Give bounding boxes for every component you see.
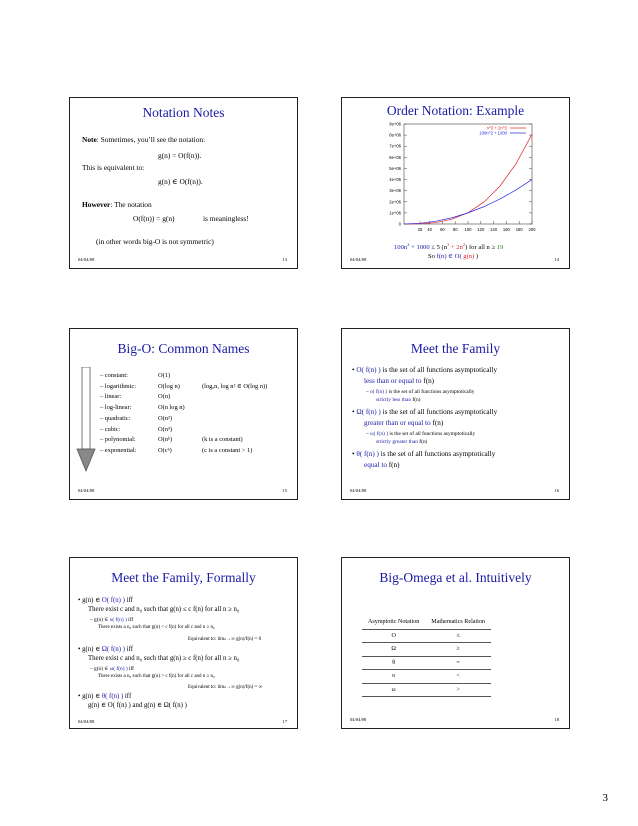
complexity-name: – linear: <box>100 393 122 401</box>
complexity-name: – logarithmic: <box>100 382 137 390</box>
slide-14 <box>341 97 570 269</box>
x-tick-label: 140 <box>490 227 498 232</box>
slide-number: 18 <box>554 717 559 722</box>
table-row <box>362 670 491 684</box>
slide-15 <box>69 328 298 500</box>
x-tick-label: 60 <box>440 227 445 232</box>
slide-date: 04/04/08 <box>78 488 95 493</box>
formal-little-o-limit: Equivalent to: limₙ→∞ g(n)/f(n) = 0 <box>188 637 262 642</box>
formal-big-o-def: There exist c and n₀ such that g(n) ≤ c f(n) for all n ≥ n₀ <box>88 606 240 613</box>
plot-frame <box>404 124 532 224</box>
slide-title: Big-Omega et al. Intuitively <box>379 570 532 585</box>
bullet-theta-cont: equal to f(n) <box>364 461 400 469</box>
complexity-order: O(n) <box>158 393 171 401</box>
slide-number: 16 <box>554 488 559 493</box>
x-tick-label: 40 <box>427 227 432 232</box>
relation-cell: < <box>425 670 491 684</box>
equation-1: g(n) = O(f(n)). <box>158 151 202 160</box>
formal-theta-def: g(n) ∈ O( f(n) ) and g(n) ∈ Ω( f(n) ) <box>88 702 187 709</box>
slide-number: 17 <box>282 719 287 724</box>
order-chart <box>342 120 570 250</box>
y-tick-label: 3e+06 <box>389 188 401 194</box>
bullet-big-o-cont: less than or equal to f(n) <box>364 377 435 385</box>
slide-number: 14 <box>554 257 559 262</box>
legend-label: n^3 + 2n^2 <box>486 125 507 131</box>
bullet-omega-cont: greater than or equal to f(n) <box>364 419 444 427</box>
table-row <box>362 656 491 670</box>
relation-cell: > <box>425 683 491 697</box>
notation-cell: ω <box>362 683 425 697</box>
complexity-name: – quadratic: <box>100 414 131 422</box>
slide-date: 04/04/08 <box>350 717 367 722</box>
page-number: 3 <box>602 792 608 804</box>
formal-theta: • g(n) ∈ θ( f(n) ) iff <box>78 693 132 700</box>
slide-title: Order Notation: Example <box>386 103 525 118</box>
complexity-name: – cubic: <box>100 425 121 433</box>
sub-little-o: – o( f(n) ) is the set of all functions asymptotically <box>366 389 475 395</box>
formal-little-omega-def: There exists a n₀ such that g(n) > c f(n) for all c and n ≥ n₀ <box>98 674 215 679</box>
y-tick-label: 1e+06 <box>389 210 401 216</box>
y-tick-label: 4e+06 <box>389 177 401 183</box>
y-tick-label: 8e+06 <box>389 132 401 138</box>
conclusion-line: So f(n) ∈ O( g(n) ) <box>428 253 479 260</box>
relation-cell: = <box>425 656 491 670</box>
complexity-order: O(cⁿ) <box>158 446 172 454</box>
slide-16 <box>341 328 570 500</box>
complexity-name: – constant: <box>100 372 128 379</box>
formal-big-o: • g(n) ∈ O( f(n) ) iff <box>78 597 133 604</box>
y-tick-label: 7e+06 <box>389 143 401 149</box>
series-line <box>404 134 532 224</box>
table-row <box>362 643 491 657</box>
y-tick-label: 9e+06 <box>389 121 401 127</box>
slide-title: Meet the Family <box>410 341 501 356</box>
complexity-note: (k is a constant) <box>202 436 243 444</box>
meaningless-text: is meaningless! <box>203 214 249 223</box>
complexity-name: – polynomial: <box>100 436 136 444</box>
sub-little-omega: – ω( f(n) ) is the set of all functions asymptotically <box>366 431 476 437</box>
slide-number: 13 <box>282 257 287 262</box>
notation-cell: Ω <box>362 643 425 657</box>
notation-cell: o <box>362 670 425 684</box>
complexity-note: (c is a constant > 1) <box>202 446 253 454</box>
x-tick-label: 180 <box>515 227 523 232</box>
column-header: Asymptotic Notation <box>368 619 420 626</box>
slide-number: 15 <box>282 488 287 493</box>
x-tick-label: 160 <box>502 227 510 232</box>
formal-omega-def: There exist c and n₀ such that g(n) ≥ c f(n) for all n ≥ n₀ <box>88 655 240 662</box>
notation-cell: O <box>362 629 425 643</box>
relation-table <box>362 616 491 697</box>
complexity-name: – exponential: <box>100 446 137 454</box>
bullet-theta: • θ( f(n) ) is the set of all functions asymptotically <box>352 450 496 458</box>
however-line: However: The notation <box>82 200 152 209</box>
slide-title: Meet the Family, Formally <box>111 570 256 585</box>
formal-little-o: – g(n) ∈ o( f(n) ) iff <box>90 617 134 623</box>
table-row <box>362 683 491 697</box>
complexity-order: O(log n) <box>158 382 180 390</box>
x-tick-label: 80 <box>452 227 458 232</box>
x-tick-label: 25 <box>417 227 423 232</box>
sub-little-omega-cont: strictly greater than f(n) <box>376 439 428 445</box>
slide-date: 04/04/08 <box>78 257 95 262</box>
slide-title: Notation Notes <box>142 105 225 120</box>
y-tick-label: 2e+06 <box>389 199 401 205</box>
column-header: Mathematics Relation <box>431 619 485 626</box>
complexity-order: O(1) <box>158 372 171 379</box>
slide-17 <box>69 557 298 729</box>
slide-13 <box>69 97 298 269</box>
complexity-order: O(nᵏ) <box>158 436 173 444</box>
complexity-name: – log-linear: <box>100 404 132 412</box>
equivalent-line: This is equivalent to: <box>82 163 145 172</box>
y-tick-label: 6e+06 <box>389 154 401 160</box>
table-row <box>362 629 491 643</box>
legend-label: 100n^2 + 1000 <box>479 130 507 136</box>
table-header-row <box>362 616 491 629</box>
formal-omega: • g(n) ∈ Ω( f(n) ) iff <box>78 646 134 653</box>
note-line: Note: Sometimes, you’ll see the notation: <box>82 135 206 144</box>
formal-little-omega: – g(n) ∈ ω( f(n) ) iff <box>90 666 134 672</box>
slide-title: Big-O: Common Names <box>117 341 250 356</box>
slide-date: 04/04/08 <box>350 488 367 493</box>
complexity-order: O(n³) <box>158 425 172 433</box>
slide-date: 04/04/08 <box>350 257 367 262</box>
x-tick-label: 120 <box>477 227 485 232</box>
inequality-line: $100n^2 + 1000 \le 5$ $(n^3 + 2n^2)$ for all n ≥ 19 <box>394 242 504 252</box>
complexity-order: O(n²) <box>158 414 172 422</box>
paren-note: (in other words big-O is not symmetric) <box>96 237 214 246</box>
formal-little-omega-limit: Equivalent to: limₙ→∞ g(n)/f(n) = ∞ <box>188 685 263 690</box>
x-tick-label: 100 <box>464 227 472 232</box>
bullet-omega: • Ω( f(n) ) is the set of all functions asymptotically <box>352 408 498 416</box>
x-tick-label: 200 <box>528 227 536 232</box>
series-line <box>404 180 532 224</box>
formal-little-o-def: There exists a n₀ such that g(n) < c f(n) for all c and n ≥ n₀ <box>98 625 215 630</box>
notation-cell: θ <box>362 656 425 670</box>
sub-little-o-cont: strictly less than f(n) <box>376 397 421 403</box>
complexity-order: O(n log n) <box>158 404 185 412</box>
equation-2: g(n) ∈ O(f(n)). <box>158 177 203 186</box>
bullet-big-o: • O( f(n) ) is the set of all functions asymptotically <box>352 366 498 374</box>
equation-3: O(f(n)) = g(n) <box>133 214 175 223</box>
y-tick-label: 0 <box>398 221 401 227</box>
down-arrow-icon <box>76 367 96 477</box>
slide-date: 04/04/08 <box>78 719 95 724</box>
relation-cell: ≤ <box>425 629 491 643</box>
relation-cell: ≥ <box>425 643 491 657</box>
complexity-note: (logₓn, log n² ∈ O(log n)) <box>202 382 268 390</box>
y-tick-label: 5e+06 <box>389 165 401 171</box>
slide-18 <box>341 557 570 729</box>
